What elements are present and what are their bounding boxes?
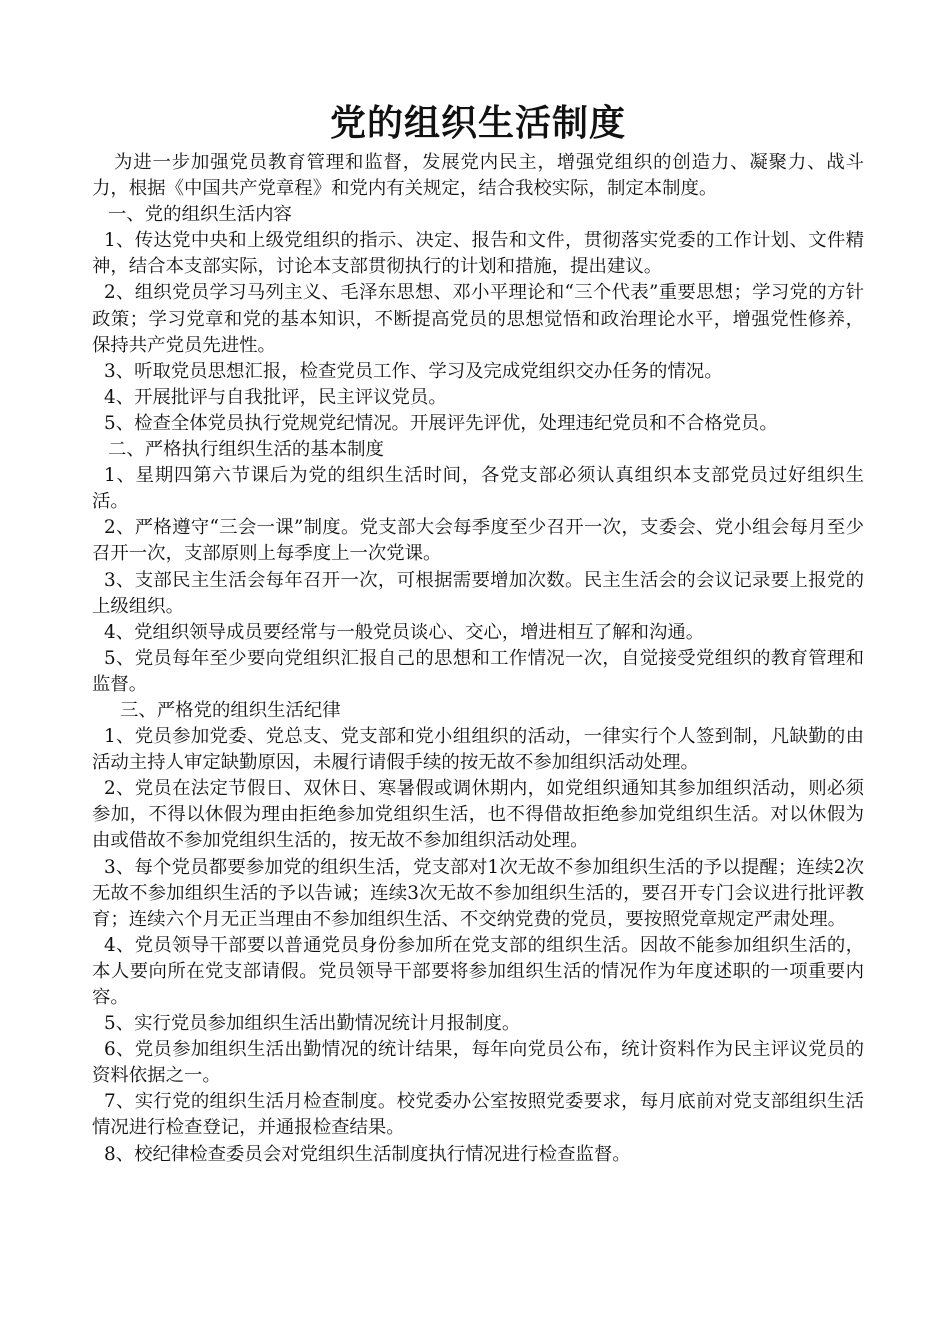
section-3-item-1: 1、党员参加党委、党总支、党支部和党小组组织的活动，一律实行个人签到制，凡缺勤的由活动主持人审定缺勤原因，未履行请假手续的按无故不参加组织活动处理。 xyxy=(92,726,864,774)
intro-paragraph: 为进一步加强党员教育管理和监督，发展党内民主，增强党组织的创造力、凝聚力、战斗力，根据《中国共产党章程》和党内有关规定，结合我校实际，制定本制度。 xyxy=(92,152,864,200)
section-1-item-2: 2、组织党员学习马列主义、毛泽东思想、邓小平理论和“三个代表”重要思想；学习党的方针政策；学习党章和党的基本知识，不断提高党员的思想觉悟和政治理论水平，增强党性修养，保持共产党员先进性。 xyxy=(92,282,864,356)
section-3-item-7: 7、实行党的组织生活月检查制度。校党委办公室按照党委要求，每月底前对党支部组织生活情况进行检查登记，并通报检查结果。 xyxy=(92,1091,864,1139)
section-heading-2: 二、严格执行组织生活的基本制度 xyxy=(108,439,384,461)
section-1-item-1: 1、传达党中央和上级党组织的指示、决定、报告和文件，贯彻落实党委的工作计划、文件精神，结合本支部实际，讨论本支部贯彻执行的计划和措施，提出建议。 xyxy=(92,230,864,278)
section-2-item-5: 5、党员每年至少要向党组织汇报自己的思想和工作情况一次，自觉接受党组织的教育管理和监督。 xyxy=(92,647,864,695)
section-3-item-8: 8、校纪律检查委员会对党组织生活制度执行情况进行检查监督。 xyxy=(104,1143,631,1165)
section-3-item-2: 2、党员在法定节假日、双休日、寒暑假或调休期内，如党组织通知其参加组织活动，则必须参加，不得以休假为理由拒绝参加党组织生活，也不得借故拒绝参加党组织生活。对以休假为由或借故不参加党组织生活的，按无故不参加组织活动处理。 xyxy=(92,778,864,852)
document-title: 党的组织生活制度 xyxy=(329,103,626,144)
section-1-item-5: 5、检查全体党员执行党规党纪情况。开展评先评优，处理违纪党员和不合格党员。 xyxy=(104,412,778,434)
section-2-item-1: 1、星期四第六节课后为党的组织生活时间，各党支部必须认真组织本支部党员过好组织生活。 xyxy=(92,465,864,513)
section-3-item-3: 3、每个党员都要参加党的组织生活，党支部对1次无故不参加组织生活的予以提醒；连续2次无故不参加组织生活的予以告诫；连续3次无故不参加组织生活的，要召开专门会议进行批评教育；连续六个月无正当理由不参加组织生活、不交纳党费的党员，要按照党章规定严肃处理。 xyxy=(92,856,864,930)
document-page xyxy=(92,100,864,1168)
section-2-item-3: 3、支部民主生活会每年召开一次，可根据需要增加次数。民主生活会的会议记录要上报党的上级组织。 xyxy=(92,569,864,617)
section-3-item-6: 6、党员参加组织生活出勤情况的统计结果，每年向党员公布，统计资料作为民主评议党员的资料依据之一。 xyxy=(92,1039,864,1087)
section-1-item-4: 4、开展批评与自我批评，民主评议党员。 xyxy=(104,386,447,408)
section-heading-1: 一、党的组织生活内容 xyxy=(108,204,292,226)
section-2-item-2: 2、严格遵守“三会一课”制度。党支部大会每季度至少召开一次，支委会、党小组会每月至少召开一次，支部原则上每季度上一次党课。 xyxy=(92,517,864,565)
section-heading-3: 三、严格党的组织生活纪律 xyxy=(120,699,341,721)
section-3-item-5: 5、实行党员参加组织生活出勤情况统计月报制度。 xyxy=(104,1013,521,1035)
section-3-item-4: 4、党员领导干部要以普通党员身份参加所在党支部的组织生活。因故不能参加组织生活的，本人要向所在党支部请假。党员领导干部要将参加组织生活的情况作为年度述职的一项重要内容。 xyxy=(92,934,864,1008)
section-2-item-4: 4、党组织领导成员要经常与一般党员谈心、交心，增进相互了解和沟通。 xyxy=(104,621,705,643)
section-1-item-3: 3、听取党员思想汇报，检查党员工作、学习及完成党组织交办任务的情况。 xyxy=(104,360,723,382)
